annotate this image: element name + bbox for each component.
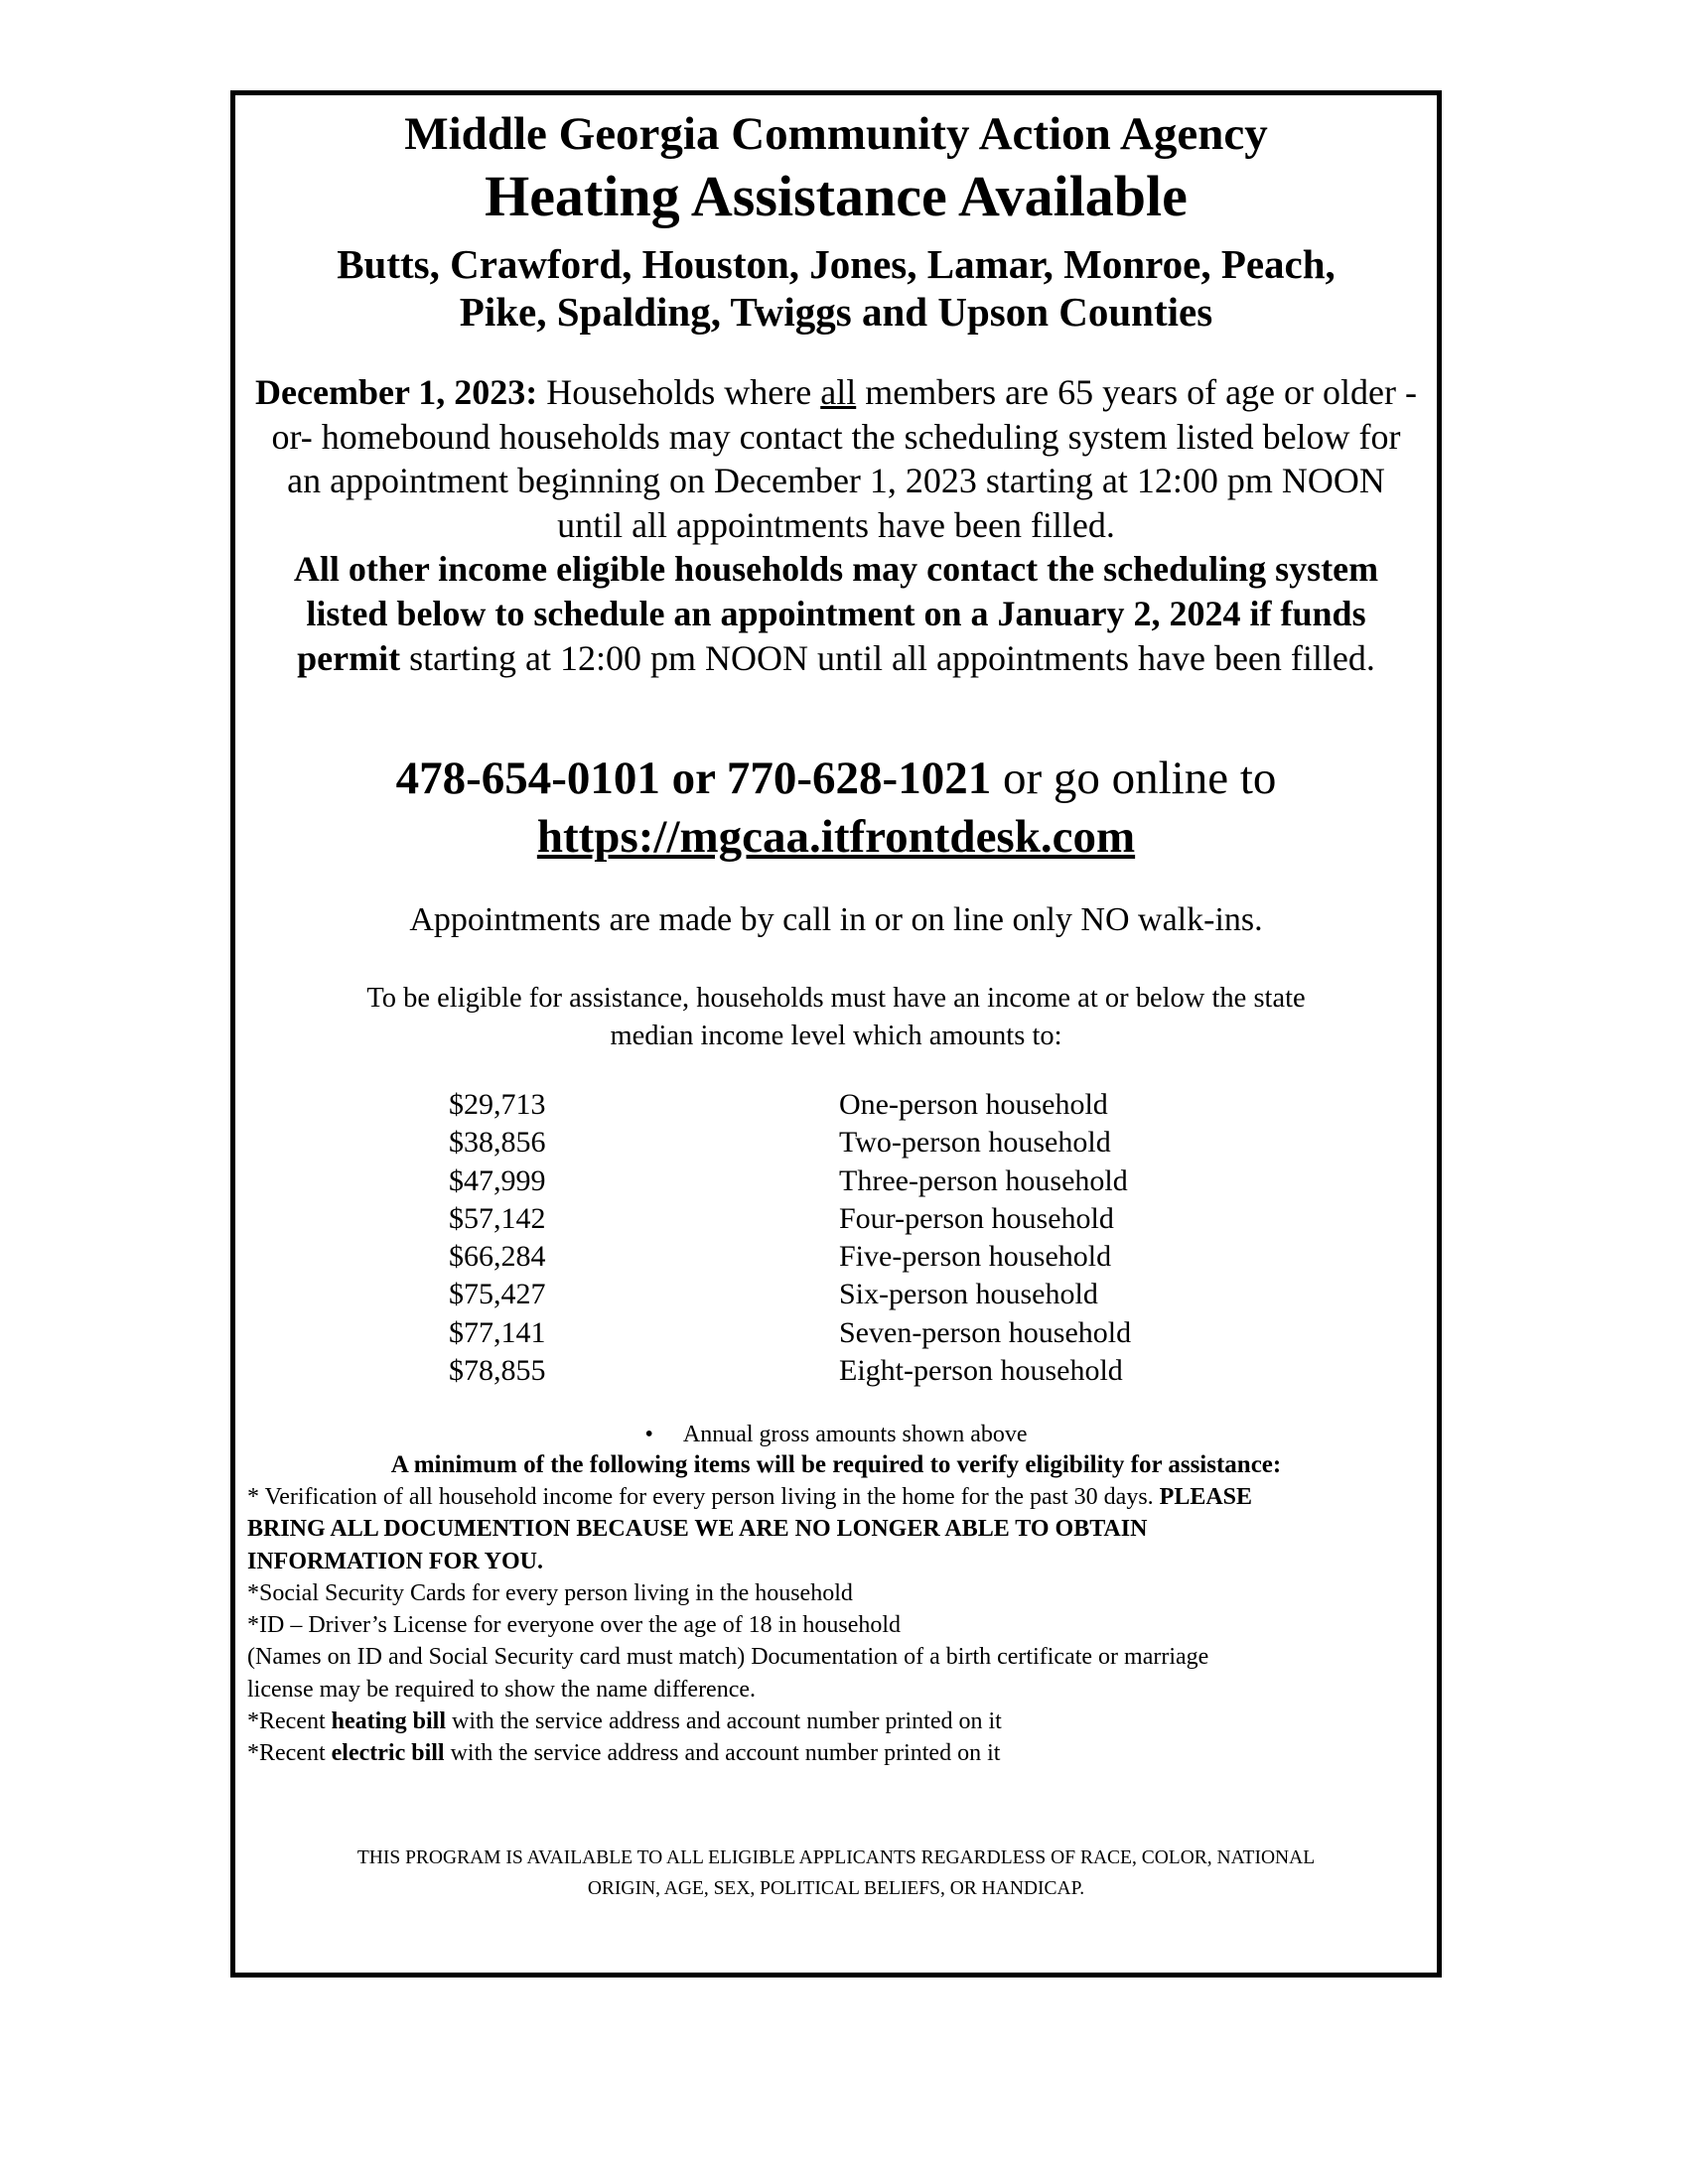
requirement-income [247, 1481, 1417, 1513]
eligibility-text [235, 980, 1437, 1055]
income-amount: $77,141 [449, 1315, 546, 1349]
footer-line-2: ORIGIN, AGE, SEX, POLITICAL BELIEFS, OR HANDICAP. [587, 1878, 1085, 1899]
electric-bill-rest: with the service address and account number printed on it [444, 1740, 1001, 1767]
requirement-income-bold-a: PLEASE [1159, 1484, 1253, 1510]
eligibility-line-2: median income level which amounts to: [610, 1021, 1062, 1051]
phone-numbers[interactable]: 478-654-0101 or 770-628-1021 [395, 752, 992, 804]
requirement-income-bold-line-2 [247, 1546, 1417, 1577]
income-row [449, 1314, 1131, 1352]
income-amount: $47,999 [449, 1163, 546, 1197]
counties-list [235, 240, 1437, 336]
footer-line-1: THIS PROGRAM IS AVAILABLE TO ALL ELIGIBLE APPLICANTS REGARDLESS OF RACE, COLOR, NATIONAL [356, 1847, 1316, 1868]
household-size: Two-person household [839, 1126, 1111, 1160]
bullet-note [235, 1422, 1437, 1448]
income-row [449, 1238, 1131, 1276]
income-row [449, 1162, 1131, 1200]
requirements-list [247, 1481, 1417, 1770]
income-amount: $38,856 [449, 1126, 546, 1160]
intro-paragraph [255, 370, 1417, 680]
headline: Heating Assistance Available [485, 164, 1188, 228]
requirement-names-match-2: license may be required to show the name difference. [247, 1676, 757, 1703]
intro-text-a: Households where [537, 372, 821, 412]
general-schedule-bold: All other income eligible households may contact the scheduling system listed below to schedule an appointment on a January 2, 2024 if funds permit [293, 549, 1379, 678]
requirement-electric-bill [247, 1737, 1417, 1769]
all-underlined: all [820, 372, 857, 412]
requirements-heading: A minimum of the following items will be required to verify eligibility for assistance: [390, 1451, 1282, 1478]
household-size: Three-person household [839, 1163, 1128, 1197]
requirement-income-bold-b: BRING ALL DOCUMENTION BECAUSE WE ARE NO LONGER ABLE TO OBTAIN [247, 1516, 1148, 1543]
bullet-icon: • [644, 1422, 653, 1447]
income-table [449, 1086, 1131, 1390]
electric-bill-prefix: *Recent [247, 1740, 332, 1767]
counties-line-2: Pike, Spalding, Twiggs and Upson Counties [459, 289, 1213, 335]
income-amount: $78,855 [449, 1354, 546, 1388]
website-link[interactable]: https://mgcaa.itfrontdesk.com [536, 811, 1136, 863]
household-size: Seven-person household [839, 1315, 1132, 1349]
household-size: Four-person household [839, 1201, 1114, 1235]
income-row [449, 1352, 1131, 1390]
income-amount: $57,142 [449, 1201, 546, 1235]
household-size: Five-person household [839, 1240, 1112, 1274]
date-label: December 1, 2023: [255, 372, 538, 412]
general-schedule-rest: starting at 12:00 pm NOON until all appointments have been filled. [400, 637, 1375, 678]
income-row [449, 1086, 1131, 1124]
heating-bill-prefix: *Recent [247, 1708, 332, 1735]
contact-line [235, 750, 1437, 808]
income-amount: $29,713 [449, 1088, 546, 1121]
requirement-income-text: * Verification of all household income for every person living in the home for the past 30 days. [247, 1484, 1160, 1510]
heating-bill-rest: with the service address and account number printed on it [446, 1708, 1002, 1735]
requirement-income-bold-line [247, 1513, 1417, 1545]
intro-text-b: members are 65 years of age or older -or- homebound households may contact the scheduling system listed below for an appointment beginning on December 1, 2023 starting at 12:00 pm NOON until all appointments have been filled. [271, 372, 1417, 545]
income-row [449, 1200, 1131, 1238]
requirement-ssn: *Social Security Cards for every person living in the household [247, 1579, 853, 1606]
requirement-names-match: (Names on ID and Social Security card must match) Documentation of a birth certificate or marriage [247, 1644, 1209, 1671]
counties-line-1: Butts, Crawford, Houston, Jones, Lamar, Monroe, Peach, [337, 241, 1336, 287]
nondiscrimination-footer [235, 1843, 1437, 1904]
senior-schedule-text [255, 370, 1417, 547]
household-size: One-person household [839, 1088, 1108, 1121]
heating-bill-bold: heating bill [331, 1708, 446, 1735]
income-row [449, 1124, 1131, 1161]
general-schedule-text [255, 547, 1417, 680]
agency-name: Middle Georgia Community Action Agency [404, 108, 1268, 160]
requirement-heating-bill [247, 1706, 1417, 1737]
bullet-note-text: Annual gross amounts shown above [682, 1422, 1028, 1447]
flyer-border [230, 90, 1442, 1978]
household-size: Six-person household [839, 1278, 1098, 1311]
income-amount: $66,284 [449, 1240, 546, 1274]
requirement-id: *ID – Driver’s License for everyone over the age of 18 in household [247, 1612, 902, 1639]
household-size: Eight-person household [839, 1354, 1123, 1388]
income-amount: $75,427 [449, 1278, 546, 1311]
eligibility-line-1: To be eligible for assistance, households must have an income at or below the state [366, 983, 1306, 1014]
electric-bill-bold: electric bill [331, 1740, 445, 1767]
requirement-income-bold-c: INFORMATION FOR YOU. [247, 1548, 543, 1574]
appointments-note: Appointments are made by call in or on line only NO walk-ins. [409, 901, 1263, 938]
contact-block [235, 750, 1437, 867]
income-row [449, 1276, 1131, 1313]
or-online-text: or go online to [991, 752, 1277, 804]
